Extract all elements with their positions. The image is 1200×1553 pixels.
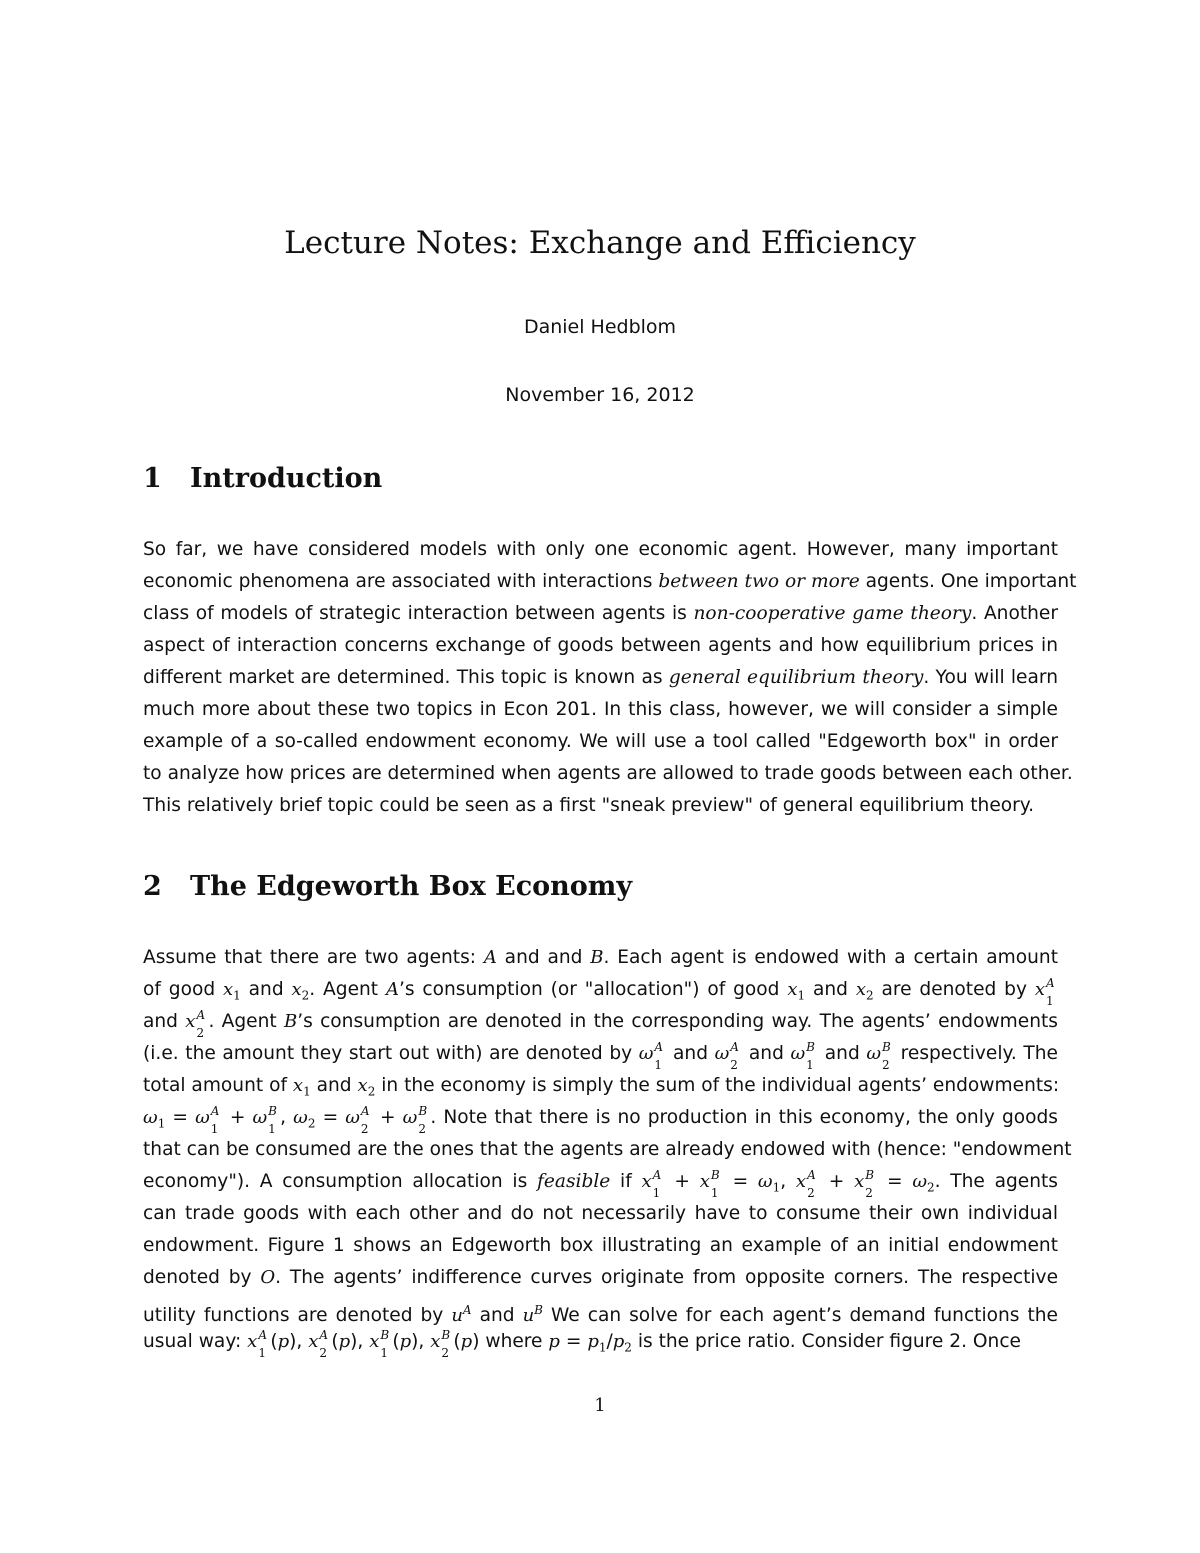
math-symbol: x <box>641 1171 652 1192</box>
math-symbol: p <box>548 1331 560 1352</box>
math-symbol: x <box>430 1331 441 1352</box>
math-symbol: x <box>855 979 866 1000</box>
math-symbol: x <box>1034 979 1045 1000</box>
text-line: of good $x_1$ and $x_2$. Agent A’s consumption (or "allocation") of good $x_1$ and $x_2$ are denoted by x A 1 <box>143 976 1055 1009</box>
math-symbol: x <box>854 1171 865 1192</box>
math-symbol: u <box>451 1305 463 1327</box>
math-symbol: A <box>483 947 497 968</box>
math-symbol: p <box>277 1331 290 1352</box>
section-number: 1 <box>143 463 162 494</box>
math-symbol: p <box>460 1331 473 1352</box>
math-symbol: p <box>399 1331 412 1352</box>
math-symbol: ω <box>790 1043 806 1064</box>
text-line: This relatively brief topic could be seen as a first "sneak preview" of general equilibrium theory. <box>143 795 1035 816</box>
text-line: different market are determined. This topic is known as general equilibrium theory. You will learn <box>143 667 1058 688</box>
text-line: Assume that there are two agents: A and and B. Each agent is endowed with a certain amount <box>143 947 1058 968</box>
text-line: utility functions are denoted by $u^A$ and $u^B$ We can solve for each agent’s demand functions the <box>143 1303 1058 1327</box>
section-title: The Edgeworth Box Economy <box>190 871 633 902</box>
section-title: Introduction <box>190 463 383 494</box>
text-line: usual way: x A 1 (p), x A 2 (p), x B 1 (p), x B 2 (p) where $p = p_1/p_2$ is the price ratio. Consider figure 2. Once <box>143 1328 1021 1361</box>
math-symbol: O <box>260 1267 276 1288</box>
document-title: Lecture Notes: Exchange and Efficiency <box>284 225 916 261</box>
text-line: to analyze how prices are determined when agents are allowed to trade goods between each other. <box>143 763 1073 784</box>
edgeworth-box-paragraph <box>143 942 1072 1361</box>
math-symbol: x <box>185 1011 196 1032</box>
text-line: economic phenomena are associated with interactions between two or more agents. One important <box>143 571 1077 592</box>
math-symbol: ω <box>252 1107 268 1128</box>
math-symbol: x <box>223 979 234 1000</box>
text-line: endowment. Figure 1 shows an Edgeworth box illustrating an example of an initial endowment <box>143 1235 1058 1256</box>
math-symbol: ω <box>293 1107 308 1128</box>
section-heading-edgeworth-box <box>143 871 632 902</box>
text-line: that can be consumed are the ones that the agents are already endowed with (hence: "endowment <box>143 1139 1072 1160</box>
text-line: much more about these two topics in Econ 201. In this class, however, we will consider a simple <box>143 699 1058 720</box>
text-line: economy"). A consumption allocation is feasible if x A 1 + x B 1 = $\omega_1$, x A 2 + x B 2 = $\omega_2$. The agents <box>143 1168 1058 1201</box>
math-symbol: p <box>587 1331 599 1352</box>
text-line: can trade goods with each other and do not necessarily have to consume their own individual <box>143 1203 1058 1224</box>
emphasis: feasible <box>537 1171 611 1192</box>
emphasis: general equilibrium theory <box>668 667 924 688</box>
text-line: So far, we have considered models with only one economic agent. However, many important <box>143 539 1058 560</box>
math-symbol: ω <box>714 1043 730 1064</box>
document-date: November 16, 2012 <box>505 384 695 406</box>
math-symbol: x <box>787 979 798 1000</box>
math-symbol: x <box>357 1075 368 1096</box>
math-symbol: x <box>292 1075 304 1096</box>
math-symbol: ω <box>402 1107 418 1128</box>
text-line: example of a so-called endowment economy. We will use a tool called "Edgeworth box" in order <box>143 731 1058 752</box>
section-number: 2 <box>143 871 162 902</box>
text-line: and x A 2 . Agent B’s consumption are denoted in the corresponding way. The agents’ endowments <box>143 1008 1058 1041</box>
math-symbol: ω <box>345 1107 360 1128</box>
text-line: $\omega_1 = \omega$ A 1 + ω B 1 , $\omega_2 = \omega$ A 2 + ω B 2 . Note that there is no production in this economy, the only goods <box>143 1104 1058 1137</box>
text-line: aspect of interaction concerns exchange of goods between agents and how equilibrium prices in <box>143 635 1058 656</box>
math-symbol: x <box>369 1331 380 1352</box>
math-symbol: A <box>385 979 399 1000</box>
math-symbol: ω <box>912 1171 927 1192</box>
math-symbol: x <box>308 1331 319 1352</box>
section-heading-introduction <box>143 463 382 494</box>
text-line: denoted by O. The agents’ indifference curves originate from opposite corners. The respective <box>143 1267 1059 1288</box>
text-line: (i.e. the amount they start out with) are denoted by ω A 1 and ω A 2 and ω B 1 and ω B 2 respectively. The <box>143 1040 1058 1073</box>
math-symbol: x <box>795 1171 807 1192</box>
math-symbol: ω <box>757 1171 773 1192</box>
math-symbol: p <box>612 1331 625 1352</box>
text-line: class of models of strategic interaction between agents is non-cooperative game theory. Another <box>143 603 1058 624</box>
math-symbol: B <box>283 1011 298 1032</box>
page-number: 1 <box>594 1395 606 1416</box>
math-symbol: ω <box>195 1107 210 1128</box>
math-symbol: B <box>590 947 604 968</box>
math-symbol: x <box>699 1171 710 1192</box>
math-symbol: p <box>338 1331 351 1352</box>
text-line: total amount of $x_1$ and $x_2$ in the economy is simply the sum of the individual agents’ endowments: <box>143 1075 1060 1099</box>
introduction-paragraph <box>143 534 1077 822</box>
emphasis: non-cooperative game theory <box>693 603 972 624</box>
emphasis: between two or more <box>658 571 860 592</box>
math-symbol: x <box>247 1331 258 1352</box>
math-symbol: ω <box>638 1043 654 1064</box>
math-symbol: ω <box>143 1107 158 1128</box>
author-name: Daniel Hedblom <box>523 316 677 338</box>
math-symbol: u <box>522 1305 535 1327</box>
math-symbol: x <box>291 979 302 1000</box>
math-symbol: ω <box>866 1043 882 1064</box>
